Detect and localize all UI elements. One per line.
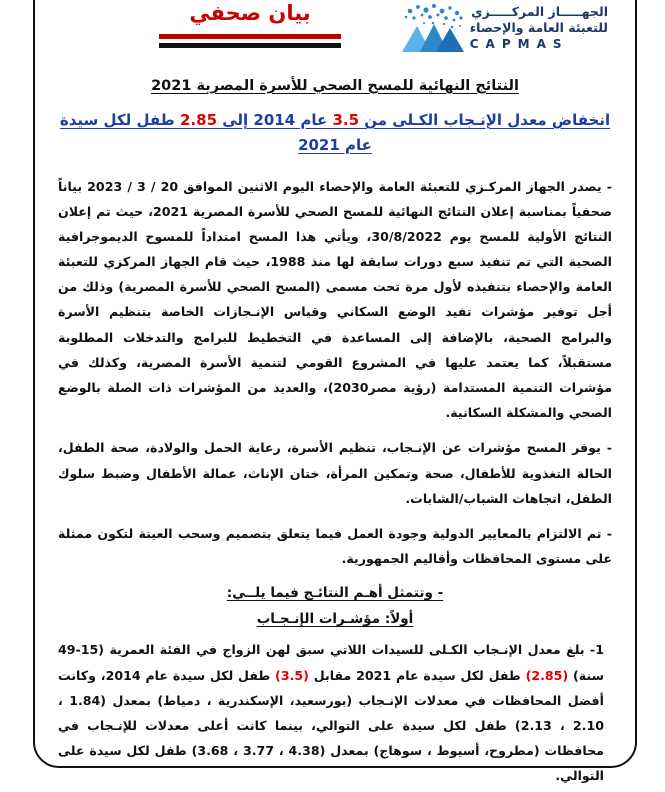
list-item-marker: 1- xyxy=(590,642,604,658)
red-divider-bar xyxy=(159,34,341,39)
page-title: النتائج النهائية للمسح الصحي للأسرة المصرية 2021 xyxy=(151,78,519,94)
capmas-logo xyxy=(400,2,608,54)
list-item xyxy=(52,637,618,788)
list-item-value-2021: (2.85) xyxy=(525,667,569,683)
subtitle-value-2021: 2.85 xyxy=(180,111,218,129)
list-item-segment-2: طفل لكل سيدة عام 2021 مقابل xyxy=(308,667,526,683)
subtitle-value-2014: 3.5 xyxy=(332,111,360,129)
paragraph-intro: - يصدر الجهاز المركـزي للتعبئة العامة والإحصاء اليوم الاثنين الموافق 20 / 3 / 2023 بياناً صحفياً بمناسبة إعلان النتائج النهائية للمسح الصحي للأسرة المصرية 2021، حيث تم إعلان النتائج الأولية للمسح يوم 30/8/2022، ويأتي هذا المسح امتداداً للمسوح الديموجرافية الصحية التي تم تنفيذ سبع دورات سابقة لها منذ 1988، حيث قام الجهاز المركزي للتعبئة العامة والإحصاء بتنفيذه لأول مرة تحت مسمى (المسح الصحي للأسرة المصرية) وذلك من أجل توفير مؤشرات تفيد الوضع السكاني وقياس الإنـجازات الخاصة بتنظيم الأسرة والبرامج الصحية، بالإضافة إلى المساعدة في التخطيط للبرامج والتدخلات المطلوبة مستقبلاً، كما يعتمد عليها في المشروع القومي لتنمية الأسرة المصرية، وكذلك في مؤشرات التنمية المستدامة (رؤية مصر2030)، والعديد من المؤشرات ذات الصلة بالوضع الصحي والمشكلة السكانية. xyxy=(58,178,612,421)
document-page xyxy=(36,0,634,792)
subtitle-part-3: طفل لكل سيدة عام 2021 xyxy=(59,111,372,154)
logo-acronym: CAPMAS xyxy=(469,37,569,52)
press-release-banner xyxy=(150,2,350,48)
black-divider-bar xyxy=(159,43,341,48)
press-release-label: بيان صحفي xyxy=(189,1,311,25)
section-heading-fertility xyxy=(52,611,618,627)
subtitle-part-2: عام 2014 إلى xyxy=(217,111,333,129)
logo-line-2: للتعبئة العامة والإحصاء xyxy=(469,19,608,35)
document-body xyxy=(52,174,618,789)
list-item-segment-3: طفل لكل سيدة عام 2014، وكانت أفضل المحافظات في معدلات الإنـجاب (بورسعيد، الإسكندرية ، دمياط) بمعدل (1.84 ، 2.10 ، 2.13) طفل لكل سيدة على التوالي، بينما كانت أعلى معدلات للإنـجاب في محافظات (مطروح، أسيوط ، سوهاج) بمعدل (4.38 ، 3.77 ، 3.68) طفل لكل سيدة على التوالي. xyxy=(58,667,604,784)
results-lead-heading xyxy=(52,585,618,601)
paragraph-survey-scope: - يوفر المسح مؤشرات عن الإنـجاب، تنظيم الأسرة، رعاية الحمل والولادة، صحة الطفل، الحالة التغذوية للأطفال، صحة وتمكين المرأة، ختان الإناث، عمالة الأطفال وضبط سلوك الطفل، اتجاهات الشباب/الشابات. xyxy=(58,440,612,506)
logo-line-1: الجهـــــاز المركـــــزي xyxy=(471,4,608,19)
list-item-segment-1: بلغ معدل الإنـجاب الكـلى للسيدات اللاتي سبق لهن الزواج في الفئة العمرية (15-49 سنة) xyxy=(58,642,604,683)
results-lead-text: - وتتمثل أهـم النتائـج فيما يلــي: xyxy=(226,585,444,602)
subtitle-part-1: انخفاض معدل الإنـجاب الكـلى من xyxy=(359,111,611,129)
logo-text-block xyxy=(470,2,608,51)
page-subtitle xyxy=(52,108,618,158)
logo-mountain-icon xyxy=(400,2,466,54)
section-heading-text: أولاً: مؤشـرات الإنـجـاب xyxy=(256,611,414,628)
paragraph-methodology: - تم الالتزام بالمعايير الدولية وجودة العمل فيما يتعلق بتصميم وسحب العينة لتكون ممثلة على مستوى المحافظات وأقاليم الجمهورية. xyxy=(58,525,612,567)
document-header xyxy=(52,0,618,72)
list-item-value-2014: (3.5) xyxy=(275,667,309,683)
